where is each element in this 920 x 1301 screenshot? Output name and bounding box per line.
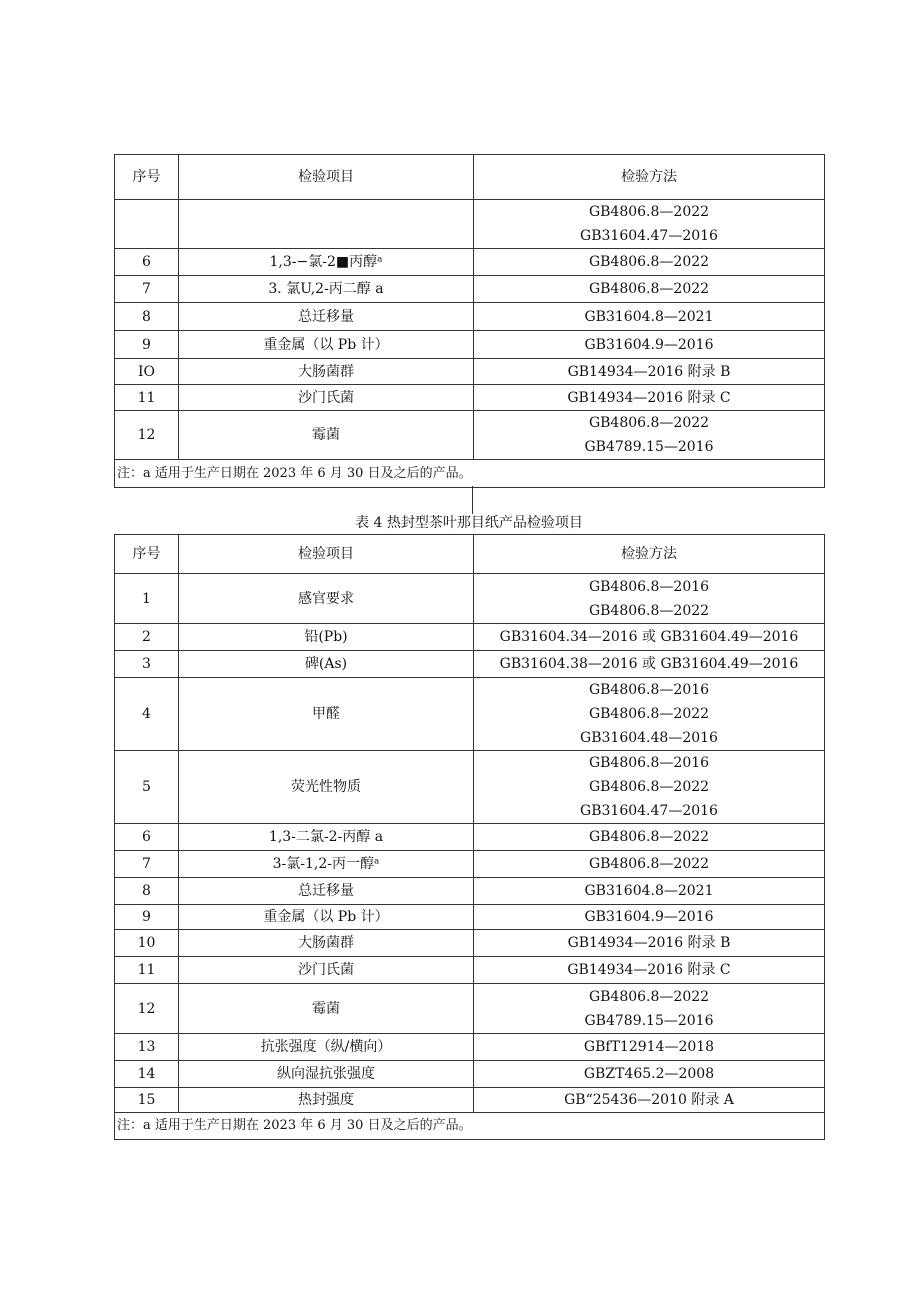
- table-row: [115, 905, 825, 930]
- row-item: 荧光性物质: [179, 751, 474, 824]
- row-item: 3-氯-1,2-丙一醇ᵃ: [179, 851, 474, 878]
- row-no: 8: [115, 878, 179, 905]
- row-item: 纵向湿抗张强度: [179, 1061, 474, 1088]
- method-line: GB4806.8—2022: [588, 602, 710, 619]
- table-row: [115, 303, 825, 331]
- row-no: 13: [115, 1034, 179, 1061]
- row-method: [474, 1061, 825, 1088]
- row-method: [474, 1088, 825, 1113]
- row-no: [115, 200, 179, 249]
- row-method: [474, 411, 825, 460]
- row-method: [474, 359, 825, 385]
- table-header-row: [115, 535, 825, 574]
- row-item: 总迁移量: [179, 303, 474, 331]
- row-item: 1,3-二氯-2-丙醇 a: [179, 824, 474, 851]
- method-line: GB“25436—2010 附录 A: [564, 1092, 734, 1108]
- method-line: GB14934—2016 附录 B: [567, 363, 731, 380]
- table-row: [115, 651, 825, 678]
- table-caption: 表 4 热封型茶叶那目纸产品检验项目: [355, 515, 583, 531]
- row-no: 9: [115, 331, 179, 359]
- method-line: GB4806.8—2022: [588, 988, 710, 1005]
- method-line: GB4806.8—2022: [588, 204, 710, 220]
- table-note: 注：a 适用于生产日期在 2023 年 6 月 30 日及之后的产品。: [115, 460, 825, 488]
- row-item: 沙门氏菌: [179, 385, 474, 411]
- row-method: [474, 574, 825, 624]
- table-row: [115, 878, 825, 905]
- header-method: 检验方法: [474, 535, 825, 574]
- method-line: GB31604.8—2021: [584, 308, 714, 325]
- table-header-row: [115, 155, 825, 200]
- inspection-table-2: [114, 534, 825, 1140]
- method-line: GB4806.8—2022: [588, 281, 710, 297]
- row-method: [474, 930, 825, 957]
- method-line: GB4806.8—2022: [588, 254, 710, 270]
- method-line: GB4806.8—2016: [588, 755, 710, 771]
- table-row: [115, 984, 825, 1034]
- table-row: [115, 1061, 825, 1088]
- row-no: 1: [115, 574, 179, 624]
- row-item: 碑(As): [179, 651, 474, 678]
- table-row: [115, 930, 825, 957]
- row-item: 大肠菌群: [179, 930, 474, 957]
- row-no: 9: [115, 905, 179, 930]
- row-method: [474, 878, 825, 905]
- method-line: GB14934—2016 附录 C: [567, 962, 731, 978]
- row-method: [474, 984, 825, 1034]
- row-no: 5: [115, 751, 179, 824]
- table-row: [115, 1088, 825, 1113]
- row-no: 12: [115, 984, 179, 1034]
- table-row: [115, 574, 825, 624]
- row-method: [474, 651, 825, 678]
- method-line: GB4806.8—2022: [588, 779, 710, 795]
- row-item: 重金属（以 Pb 计）: [179, 331, 474, 359]
- row-method: [474, 385, 825, 411]
- row-item: 抗张强度（纵/横向）: [179, 1034, 474, 1061]
- method-line: GB31604.38—2016 或 GB31604.49—2016: [499, 656, 799, 672]
- row-item: 大肠菌群: [179, 359, 474, 385]
- row-item: 沙门氏菌: [179, 957, 474, 984]
- row-item: 霉菌: [179, 984, 474, 1034]
- row-item: 霉菌: [179, 411, 474, 460]
- table-row: [115, 1034, 825, 1061]
- row-item: 甲醛: [179, 678, 474, 751]
- row-item: 铅(Pb): [179, 624, 474, 651]
- row-method: [474, 824, 825, 851]
- method-line: GB4806.8—2022: [588, 706, 710, 722]
- row-item: 总迁移量: [179, 878, 474, 905]
- row-no: 7: [115, 276, 179, 303]
- method-line: GB31604.47—2016: [580, 228, 718, 244]
- table-row: [115, 957, 825, 984]
- row-no: 14: [115, 1061, 179, 1088]
- row-item: 1,3-−氯-2■丙醇ᵃ: [179, 249, 474, 276]
- method-line: GB31604.8—2021: [584, 883, 714, 899]
- table-row: [115, 824, 825, 851]
- header-no: 序号: [115, 155, 179, 200]
- method-line: GB4806.8—2022: [588, 829, 710, 845]
- method-line: GB31604.34—2016 或 GB31604.49—2016: [499, 629, 799, 645]
- row-no: 4: [115, 678, 179, 751]
- method-line: GB4789.15—2016: [584, 1012, 714, 1029]
- table-row: [115, 331, 825, 359]
- row-method: [474, 276, 825, 303]
- row-method: [474, 331, 825, 359]
- table-row: [115, 249, 825, 276]
- method-line: GBfT12914—2018: [583, 1039, 715, 1055]
- row-method: [474, 678, 825, 751]
- table-row: [115, 385, 825, 411]
- table-row: [115, 359, 825, 385]
- connector-line: [472, 486, 473, 514]
- method-line: GB4806.8—2016: [588, 682, 710, 698]
- row-no: 10: [115, 930, 179, 957]
- row-no: 11: [115, 385, 179, 411]
- method-line: GBZT465.2—2008: [583, 1066, 715, 1082]
- table-note-row: [115, 1113, 825, 1140]
- header-method: 检验方法: [474, 155, 825, 200]
- row-method: [474, 1034, 825, 1061]
- row-method: [474, 905, 825, 930]
- row-item: 感官要求: [179, 574, 474, 624]
- header-item: 检验项目: [179, 535, 474, 574]
- row-no: 8: [115, 303, 179, 331]
- row-no: 12: [115, 411, 179, 460]
- method-line: GB31604.47—2016: [580, 803, 718, 819]
- table-row: [115, 276, 825, 303]
- method-line: GB31604.48—2016: [580, 730, 718, 746]
- table-row: [115, 200, 825, 249]
- table-note: 注：a 适用于生产日期在 2023 年 6 月 30 日及之后的产品。: [115, 1113, 825, 1140]
- row-method: [474, 624, 825, 651]
- row-method: [474, 200, 825, 249]
- method-line: GB31604.9—2016: [584, 336, 714, 353]
- row-no: 11: [115, 957, 179, 984]
- method-line: GB4806.8—2022: [588, 415, 710, 431]
- row-no: 3: [115, 651, 179, 678]
- method-line: GB31604.9—2016: [584, 909, 714, 925]
- row-no: 15: [115, 1088, 179, 1113]
- row-method: [474, 851, 825, 878]
- row-item: [179, 200, 474, 249]
- header-no: 序号: [115, 535, 179, 574]
- row-method: [474, 249, 825, 276]
- table-row: [115, 411, 825, 460]
- row-method: [474, 751, 825, 824]
- header-item: 检验项目: [179, 155, 474, 200]
- table-row: [115, 678, 825, 751]
- row-no: 2: [115, 624, 179, 651]
- row-no: 6: [115, 249, 179, 276]
- method-line: GB14934—2016 附录 C: [567, 389, 731, 406]
- row-method: [474, 303, 825, 331]
- method-line: GB4806.8—2022: [588, 856, 710, 872]
- inspection-table-1: [114, 154, 825, 488]
- row-no: 6: [115, 824, 179, 851]
- method-line: GB4789.15—2016: [584, 439, 714, 455]
- row-item: 热封强度: [179, 1088, 474, 1113]
- row-item: 重金属（以 Pb 计）: [179, 905, 474, 930]
- method-line: GB4806.8—2016: [588, 578, 710, 595]
- row-item: 3. 氯U,2-丙二醇 a: [179, 276, 474, 303]
- table-row: [115, 851, 825, 878]
- table-note-row: [115, 460, 825, 488]
- row-no: 7: [115, 851, 179, 878]
- row-no: IO: [115, 359, 179, 385]
- method-line: GB14934—2016 附录 B: [567, 935, 731, 951]
- table-row: [115, 751, 825, 824]
- table-row: [115, 624, 825, 651]
- row-method: [474, 957, 825, 984]
